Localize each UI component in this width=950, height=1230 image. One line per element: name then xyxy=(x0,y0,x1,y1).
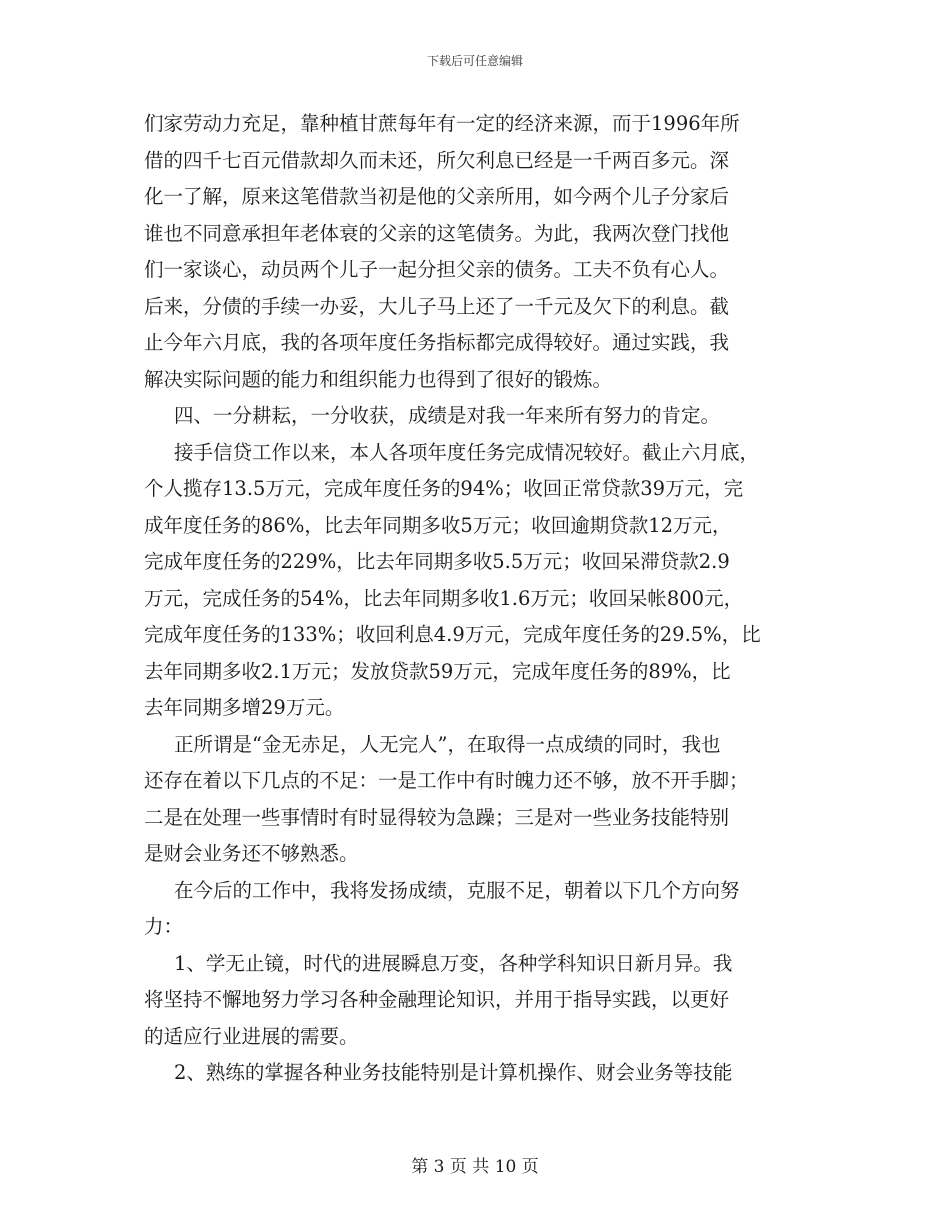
text-line: 去年同期多收2.1万元；发放贷款59万元，完成年度任务的89%，比 xyxy=(144,659,731,683)
page-number: 第 3 页 共 10 页 xyxy=(411,1157,539,1177)
text-line: 将坚持不懈地努力学习各种金融理论知识，并用于指导实践，以更好 xyxy=(144,988,730,1011)
paragraph-start: 在今后的工作中，我将发扬成绩，克服不足，朝着以下几个方向努 xyxy=(174,878,740,902)
paragraph-start: 正所谓是“金无赤足，人无完人”，在取得一点成绩的同时，我也 xyxy=(174,732,721,756)
text-line: 后来，分债的手续一办妥，大儿子马上还了一千元及欠下的利息。截 xyxy=(144,294,730,318)
text-line: 完成年度任务的133%；收回利息4.9万元，完成年度任务的29.5%，比 xyxy=(144,623,761,646)
text-line: 化一了解，原来这笔借款当初是他的父亲所用，如今两个儿子分家后 xyxy=(144,185,730,208)
text-line: 止今年六月底，我的各项年度任务指标都完成得较好。通过实践，我 xyxy=(144,331,730,354)
text-line: 完成年度任务的229%，比去年同期多收5.5万元；收回呆滞贷款2.9 xyxy=(144,550,730,573)
paragraph-start: 接手信贷工作以来，本人各项年度任务完成情况较好。截止六月底， xyxy=(174,440,760,464)
text-line: 力： xyxy=(144,915,184,938)
text-line: 个人揽存13.5万元，完成年度任务的94%；收回正常贷款39万元，完 xyxy=(144,477,744,500)
text-line: 谁也不同意承担年老体衰的父亲的这笔债务。为此，我两次登门找他 xyxy=(144,221,730,245)
page-header: 下载后可任意编辑 xyxy=(426,54,523,68)
list-item-2: 2、熟练的掌握各种业务技能特别是计算机操作、财会业务等技能 xyxy=(174,1061,733,1084)
text-line: 成年度任务的86%，比去年同期多收5万元；收回逾期贷款12万元， xyxy=(144,513,732,537)
list-item-1: 1、学无止镜，时代的进展瞬息万变，各种学科知识日新月异。我 xyxy=(174,951,733,975)
text-line: 二是在处理一些事情时有时显得较为急躁；三是对一些业务技能特别 xyxy=(144,805,730,829)
text-line: 是财会业务还不够熟悉。 xyxy=(144,842,359,865)
text-line: 们家劳动力充足，靠种植甘蔗每年有一定的经济来源，而于1996年所 xyxy=(144,112,740,135)
text-line: 去年同期多增29万元。 xyxy=(144,696,345,719)
text-line: 万元，完成任务的54%，比去年同期多收1.6万元；收回呆帐800元， xyxy=(144,586,744,610)
section-heading: 四、一分耕耘，一分收获，成绩是对我一年来所有努力的肯定。 xyxy=(174,404,721,427)
document-body xyxy=(144,106,812,1092)
text-line: 借的四千七百元借款却久而未还，所欠利息已经是一千两百多元。深 xyxy=(144,148,730,172)
text-line: 解决实际问题的能力和组织能力也得到了很好的锻炼。 xyxy=(144,367,613,391)
text-line: 的适应行业进展的需要。 xyxy=(144,1024,359,1048)
text-line: 们一家谈心，动员两个儿子一起分担父亲的债务。工夫不负有心人。 xyxy=(144,258,730,281)
text-line: 还存在着以下几点的不足：一是工作中有时魄力还不够，放不开手脚； xyxy=(144,769,749,792)
